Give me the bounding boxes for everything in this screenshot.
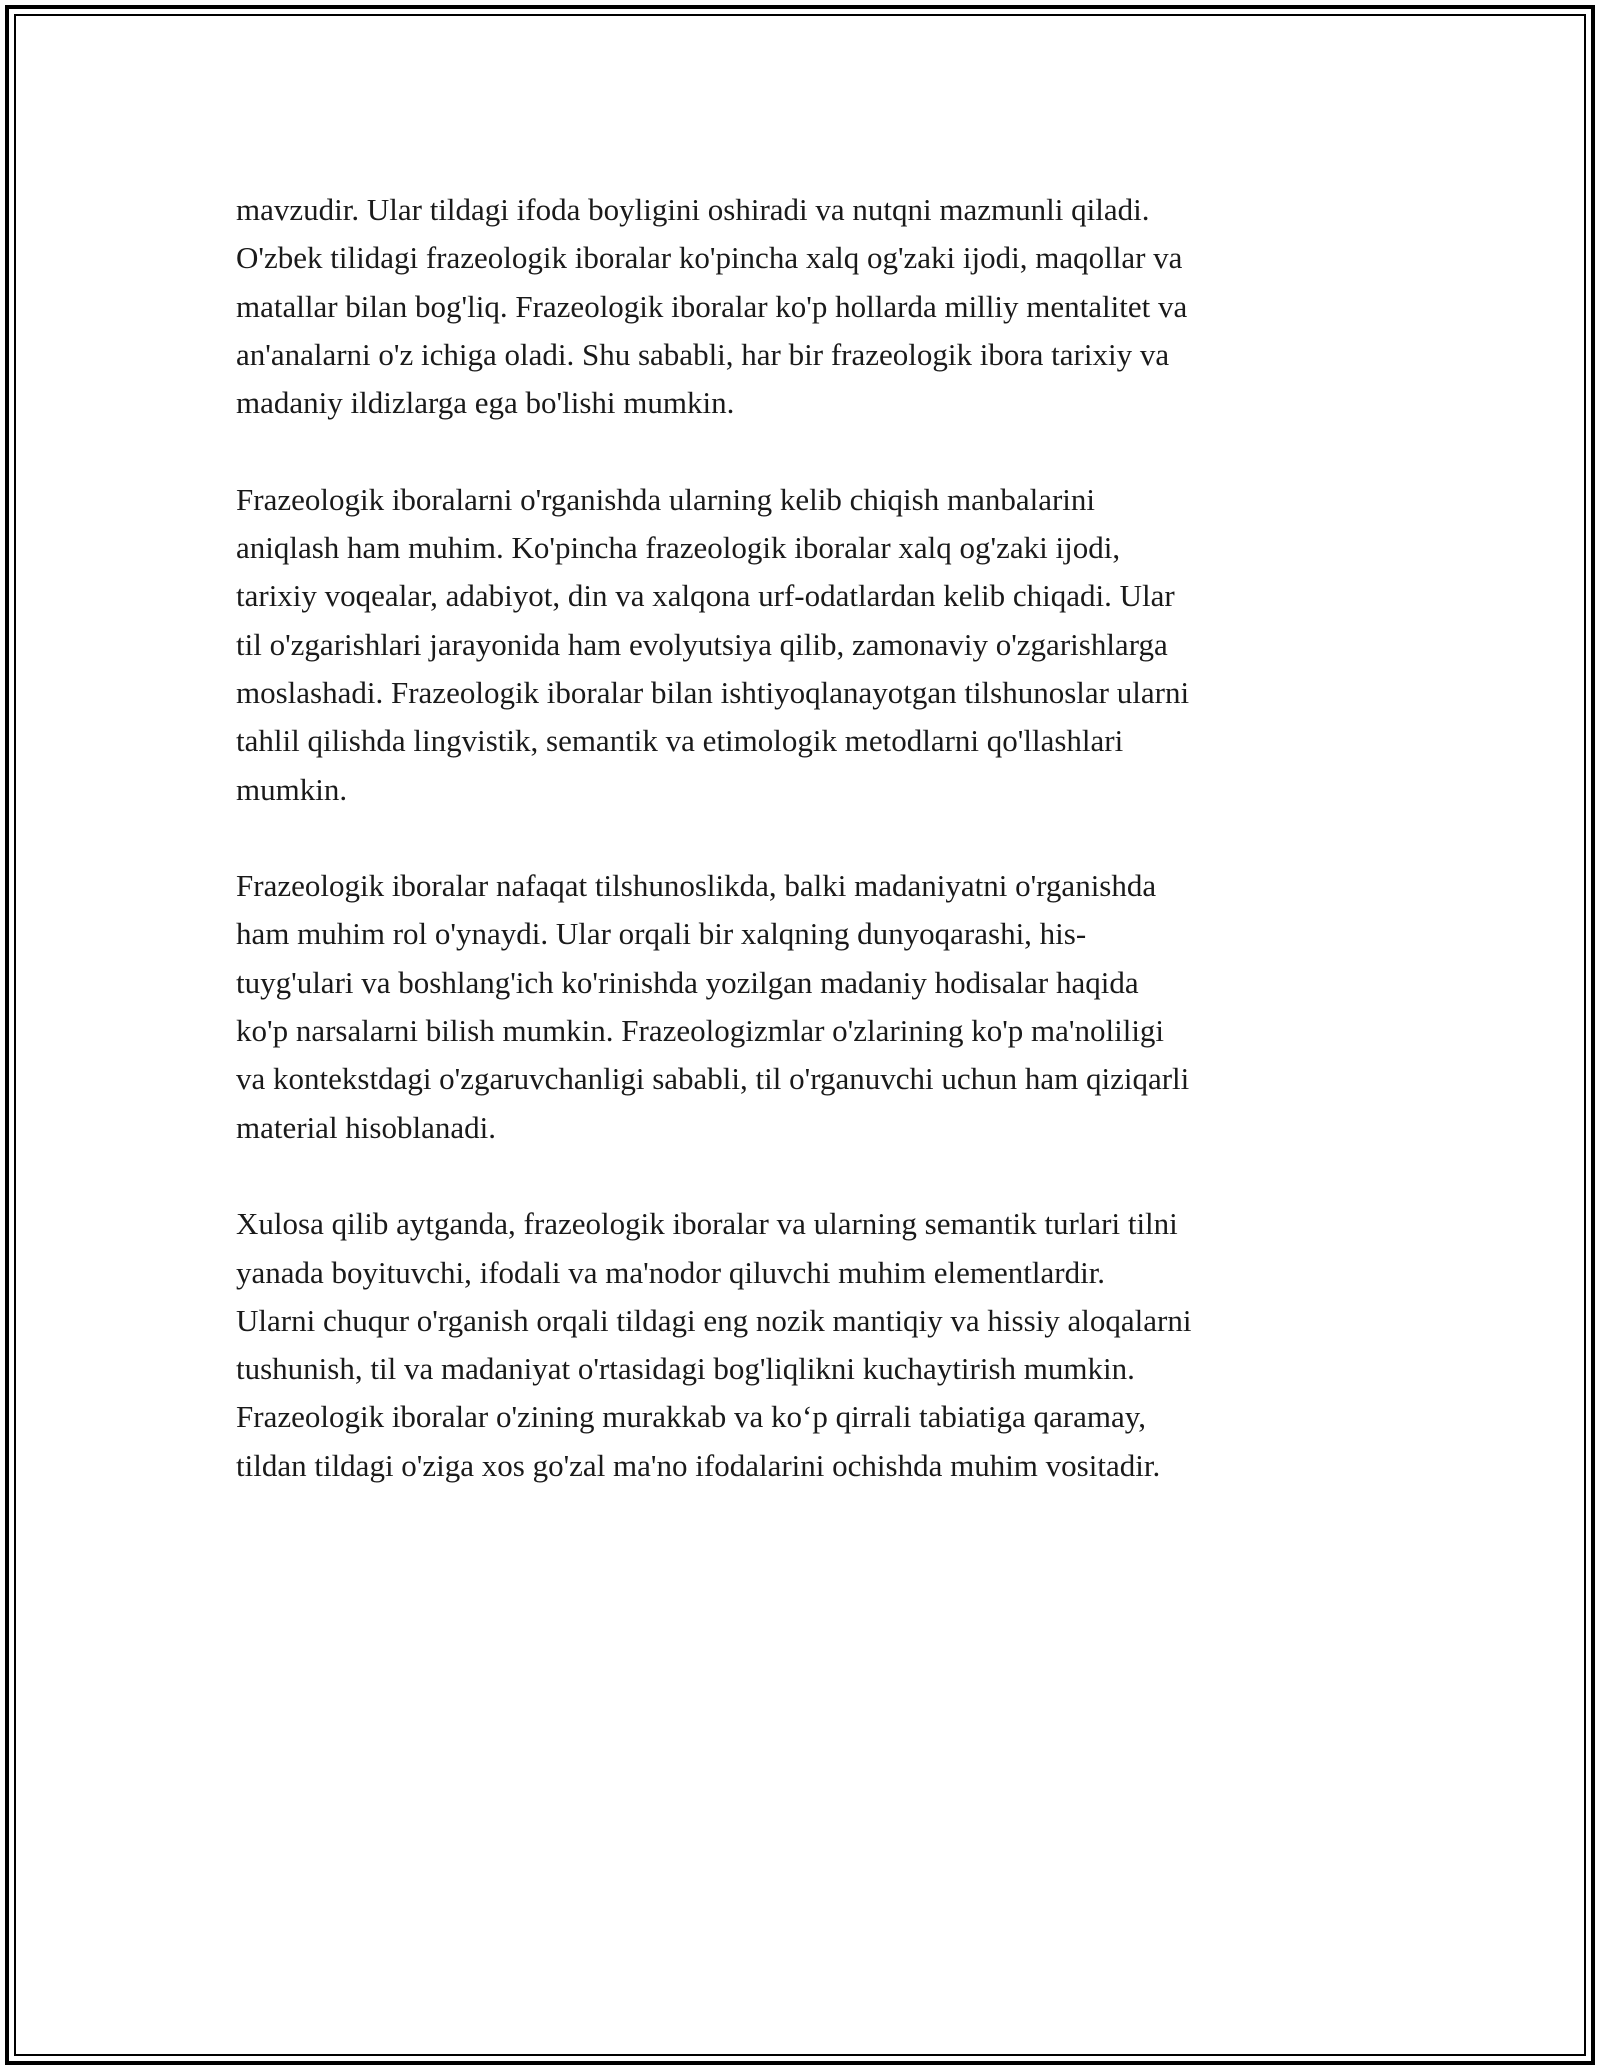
paragraph-3 <box>236 862 1376 1152</box>
text-line: tarixiy voqealar, adabiyot, din va xalqona urf-odatlardan kelib chiqadi. Ular <box>236 578 1175 614</box>
text-line: Frazeologik iboralarni o'rganishda ularning kelib chiqish manbalarini <box>236 481 1096 517</box>
text-line: Ularni chuqur o'rganish orqali tildagi eng nozik mantiqiy va hissiy aloqalarni <box>236 1302 1192 1338</box>
paragraph-2 <box>236 476 1376 814</box>
text-line: O'zbek tilidagi frazeologik iboralar ko'pincha xalq og'zaki ijodi, maqollar va <box>236 240 1183 276</box>
text-line: tildan tildagi o'ziga xos go'zal ma'no ifodalarini ochishda muhim vositadir. <box>236 1447 1161 1483</box>
text-line: mavzudir. Ular tildagi ifoda boyligini oshiradi va nutqni mazmunli qiladi. <box>236 192 1150 227</box>
text-line: va kontekstdagi o'zgaruvchanligi sababli, til o'rganuvchi uchun ham qiziqarli <box>236 1061 1190 1097</box>
text-line: moslashadi. Frazeologik iboralar bilan ishtiyoqlanayotgan tilshunoslar ularni <box>236 674 1190 710</box>
text-line: mumkin. <box>236 771 348 807</box>
text-line: tahlil qilishda lingvistik, semantik va etimologik metodlarni qo'llashlari <box>236 723 1124 759</box>
text-line: matallar bilan bog'liq. Frazeologik iboralar ko'p hollarda milliy mentalitet va <box>236 288 1188 324</box>
text-line: tuyg'ulari va boshlang'ich ko'rinishda yozilgan madaniy hodisalar haqida <box>236 964 1139 1000</box>
paragraph-4 <box>236 1200 1376 1490</box>
text-line: Xulosa qilib aytganda, frazeologik iboralar va ularning semantik turlari tilni <box>236 1206 1178 1242</box>
text-line: yanada boyituvchi, ifodali va ma'nodor qiluvchi muhim elementlardir. <box>236 1254 1106 1290</box>
text-line: an'analarni o'z ichiga oladi. Shu sababli, har bir frazeologik ibora tarixiy va <box>236 336 1170 372</box>
text-line: madaniy ildizlarga ega bo'lishi mumkin. <box>236 385 735 421</box>
text-line: aniqlash ham muhim. Ko'pincha frazeologik iboralar xalq og'zaki ijodi, <box>236 530 1121 566</box>
text-line: material hisoblanadi. <box>236 1109 496 1145</box>
text-line: tushunish, til va madaniyat o'rtasidagi bog'liqlikni kuchaytirish mumkin. <box>236 1351 1135 1387</box>
paragraph-1 <box>236 186 1376 427</box>
text-line: Frazeologik iboralar nafaqat tilshunoslikda, balki madaniyatni o'rganishda <box>236 868 1157 904</box>
text-line: ham muhim rol o'ynaydi. Ular orqali bir xalqning dunyoqarashi, his- <box>236 916 1087 952</box>
text-line: ko'p narsalarni bilish mumkin. Frazeologizmlar o'zlarining ko'p ma'noliligi <box>236 1013 1165 1049</box>
text-line: Frazeologik iboralar o'zining murakkab va ko‘p qirrali tabiatiga qaramay, <box>236 1399 1146 1435</box>
text-line: til o'zgarishlari jarayonida ham evolyutsiya qilib, zamonaviy o'zgarishlarga <box>236 626 1168 662</box>
document-body <box>236 186 1376 1538</box>
